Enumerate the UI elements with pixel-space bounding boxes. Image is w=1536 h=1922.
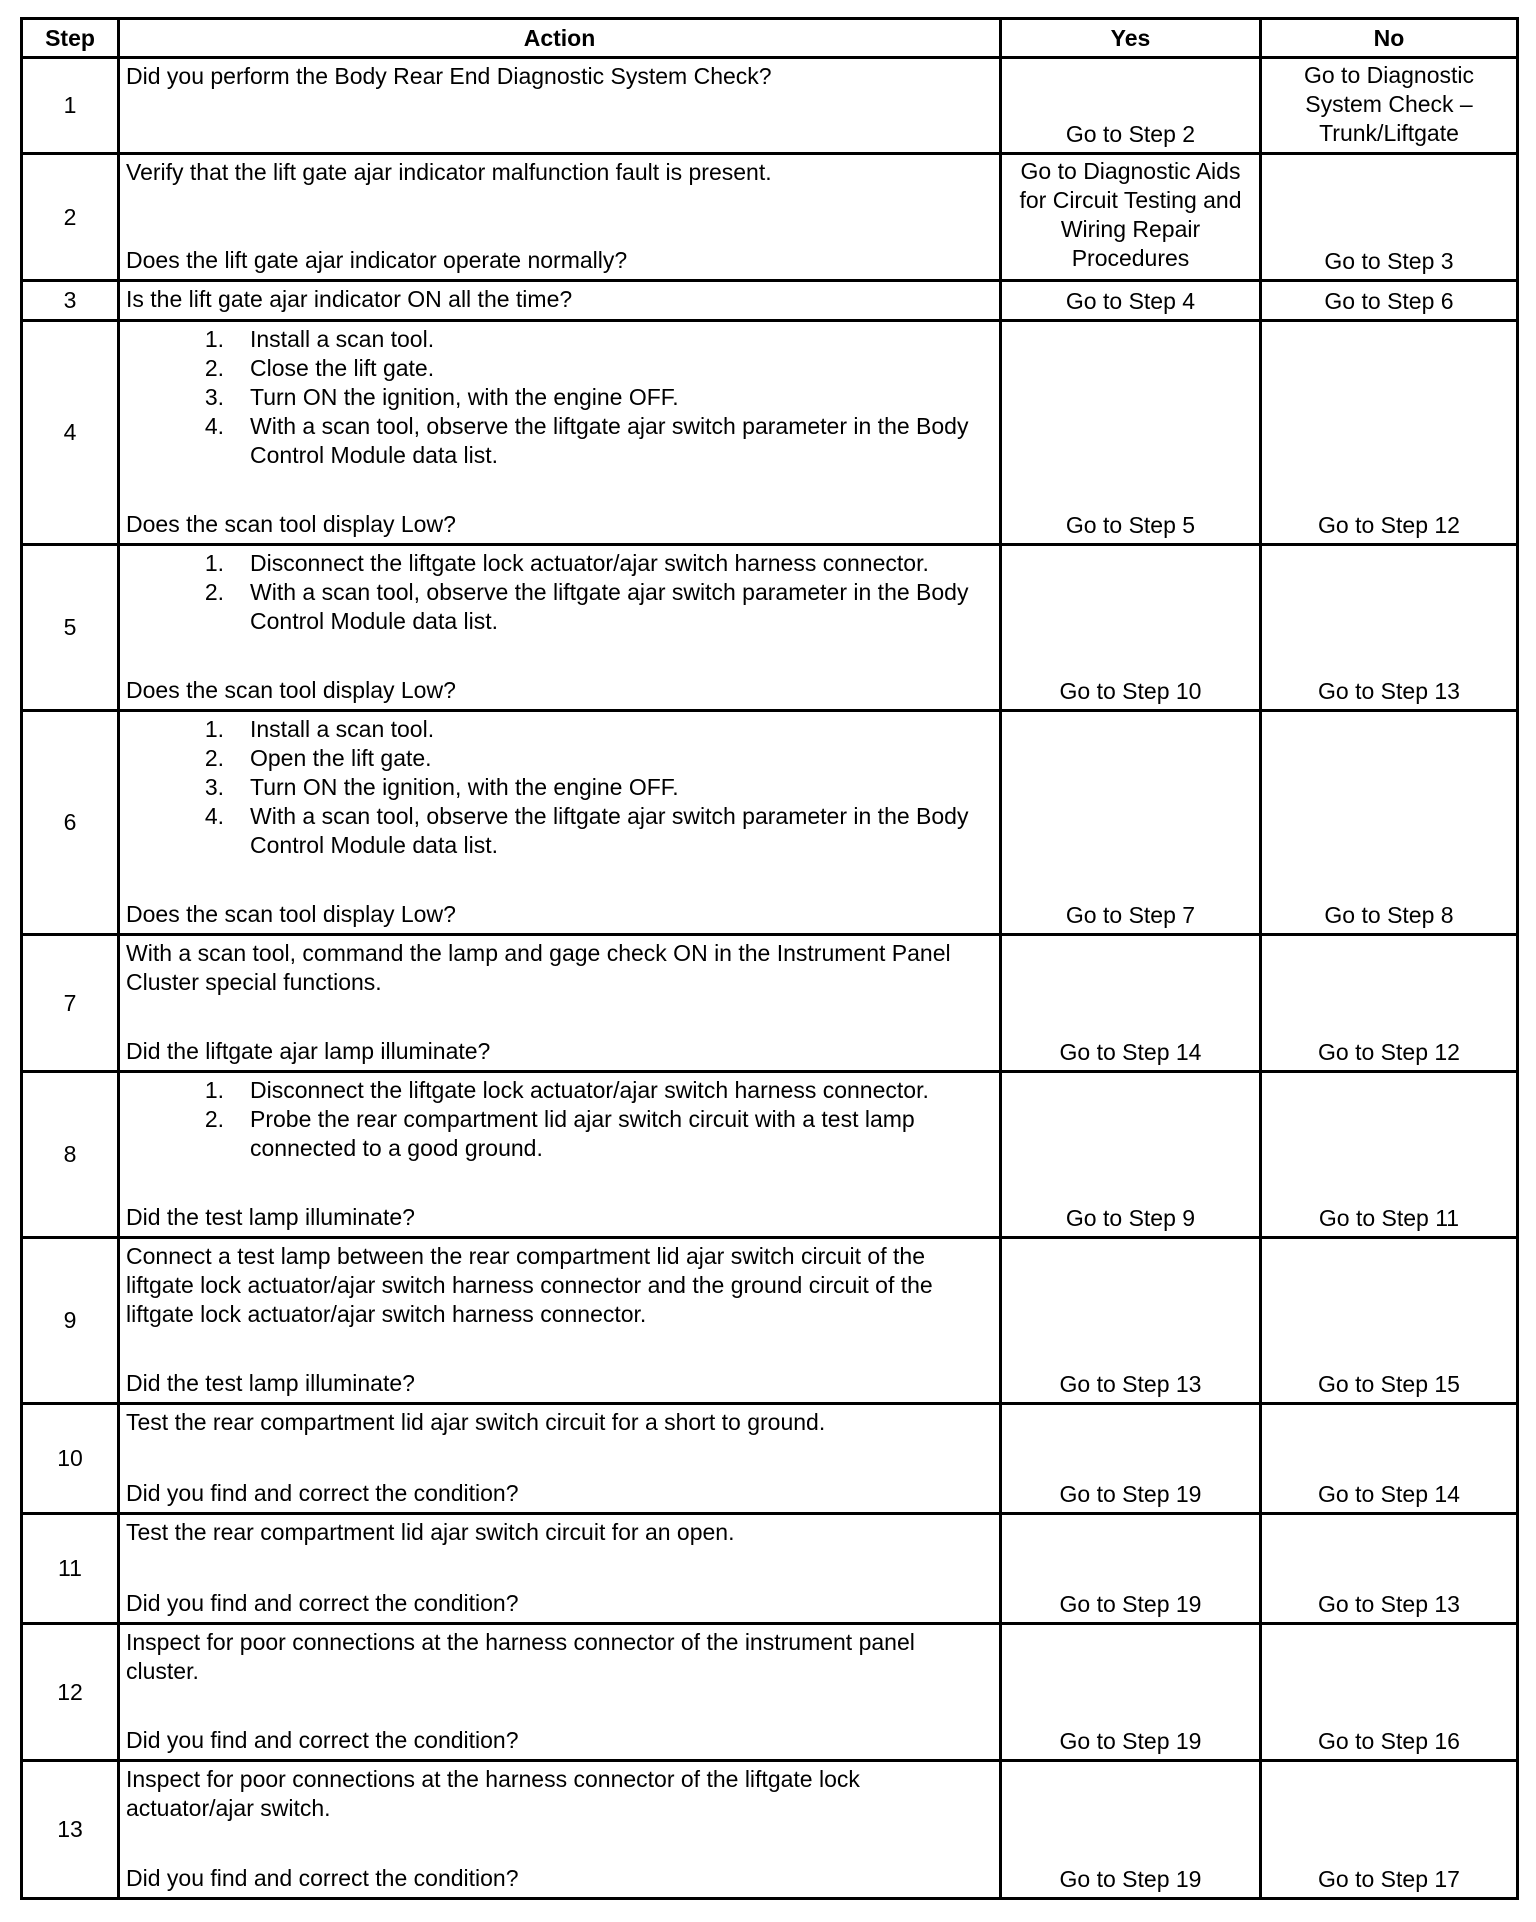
action-cell xyxy=(119,1514,1001,1624)
action-content xyxy=(126,1076,993,1232)
action-text: Connect a test lamp between the rear compartment lid ajar switch circuit of the liftgate lock actuator/ajar switch harness connector and the ground circuit of the liftgate lock actuator/ajar switch harness connector. xyxy=(126,1243,933,1327)
action-instructions xyxy=(126,1628,993,1686)
action-instructions xyxy=(126,549,993,636)
action-question: Does the scan tool display Low? xyxy=(126,901,456,927)
procedure-list xyxy=(126,325,993,470)
no-result: Go to Step 12 xyxy=(1261,935,1518,1072)
yes-result: Go to Step 19 xyxy=(1001,1624,1261,1761)
action-instructions xyxy=(126,1518,993,1547)
action-question: Does the scan tool display Low? xyxy=(126,677,456,703)
procedure-item xyxy=(126,773,993,802)
procedure-item-number: 1. xyxy=(204,716,224,742)
action-content xyxy=(126,939,993,1066)
procedure-item-number: 3. xyxy=(204,384,224,410)
action-instructions xyxy=(126,325,993,470)
action-instructions xyxy=(126,1076,993,1163)
yes-result: Go to Step 5 xyxy=(1001,321,1261,545)
procedure-item-text: Install a scan tool. xyxy=(250,716,435,742)
no-result: Go to Step 12 xyxy=(1261,321,1518,545)
action-instructions xyxy=(126,285,993,314)
action-cell xyxy=(119,1624,1001,1761)
procedure-item-number: 3. xyxy=(204,774,224,800)
procedure-item-number: 2. xyxy=(204,1106,224,1132)
procedure-item-number: 4. xyxy=(204,413,224,439)
yes-result: Go to Step 9 xyxy=(1001,1072,1261,1238)
procedure-item-text: Probe the rear compartment lid ajar switch circuit with a test lamp connected to a good ground. xyxy=(250,1106,915,1161)
action-cell xyxy=(119,154,1001,281)
step-number: 12 xyxy=(22,1624,119,1761)
action-question: Does the scan tool display Low? xyxy=(126,511,456,537)
action-instructions xyxy=(126,1765,993,1823)
yes-result: Go to Step 13 xyxy=(1001,1238,1261,1404)
procedure-item xyxy=(126,1076,993,1105)
step-number: 4 xyxy=(22,321,119,545)
step-number: 13 xyxy=(22,1761,119,1899)
action-content xyxy=(126,1408,993,1508)
procedure-item-text: Disconnect the liftgate lock actuator/ajar switch harness connector. xyxy=(250,1077,929,1103)
step-number: 10 xyxy=(22,1404,119,1514)
table-row xyxy=(22,58,1518,154)
procedure-list xyxy=(126,549,993,636)
table-row xyxy=(22,711,1518,935)
header-row xyxy=(22,19,1518,58)
procedure-item xyxy=(126,1105,993,1163)
procedure-item-text: Turn ON the ignition, with the engine OFF. xyxy=(250,774,679,800)
action-cell xyxy=(119,545,1001,711)
yes-result: Go to Step 10 xyxy=(1001,545,1261,711)
action-instructions xyxy=(126,158,993,187)
action-text: Inspect for poor connections at the harness connector of the instrument panel cluster. xyxy=(126,1629,915,1684)
step-number: 2 xyxy=(22,154,119,281)
no-result: Go to Step 17 xyxy=(1261,1761,1518,1899)
action-text: Verify that the lift gate ajar indicator malfunction fault is present. xyxy=(126,159,772,185)
step-number: 5 xyxy=(22,545,119,711)
action-content xyxy=(126,285,993,315)
table-row xyxy=(22,545,1518,711)
yes-result: Go to Step 19 xyxy=(1001,1761,1261,1899)
action-text: Did you perform the Body Rear End Diagnostic System Check? xyxy=(126,63,772,89)
procedure-item xyxy=(126,325,993,354)
no-result: Go to Step 8 xyxy=(1261,711,1518,935)
action-instructions xyxy=(126,1408,993,1437)
no-result: Go to Step 14 xyxy=(1261,1404,1518,1514)
procedure-item xyxy=(126,578,993,636)
procedure-item-number: 1. xyxy=(204,1077,224,1103)
procedure-item-text: Turn ON the ignition, with the engine OFF. xyxy=(250,384,679,410)
yes-result: Go to Step 14 xyxy=(1001,935,1261,1072)
action-text: With a scan tool, command the lamp and gage check ON in the Instrument Panel Cluster special functions. xyxy=(126,940,951,995)
procedure-item xyxy=(126,802,993,860)
procedure-item-text: Open the lift gate. xyxy=(250,745,432,771)
action-content xyxy=(126,325,993,539)
procedure-item xyxy=(126,383,993,412)
header-no: No xyxy=(1261,19,1518,58)
yes-result: Go to Step 7 xyxy=(1001,711,1261,935)
action-question: Did you find and correct the condition? xyxy=(126,1727,519,1753)
table-row xyxy=(22,1072,1518,1238)
step-number: 9 xyxy=(22,1238,119,1404)
action-question: Does the lift gate ajar indicator operate normally? xyxy=(126,247,628,273)
action-question: Did you find and correct the condition? xyxy=(126,1590,519,1616)
table-row xyxy=(22,1514,1518,1624)
action-text: Test the rear compartment lid ajar switch circuit for an open. xyxy=(126,1519,735,1545)
procedure-item-number: 1. xyxy=(204,550,224,576)
procedure-list xyxy=(126,1076,993,1163)
action-content xyxy=(126,1628,993,1755)
procedure-item-text: With a scan tool, observe the liftgate ajar switch parameter in the Body Control Module data list. xyxy=(250,413,969,468)
action-content xyxy=(126,62,993,148)
yes-result: Go to Step 4 xyxy=(1001,281,1261,321)
action-cell xyxy=(119,711,1001,935)
yes-result: Go to Step 19 xyxy=(1001,1404,1261,1514)
action-cell xyxy=(119,1238,1001,1404)
action-text: Inspect for poor connections at the harness connector of the liftgate lock actuator/ajar switch. xyxy=(126,1766,860,1821)
no-result: Go to Step 13 xyxy=(1261,545,1518,711)
procedure-item xyxy=(126,549,993,578)
no-result: Go to Step 3 xyxy=(1261,154,1518,281)
table-row xyxy=(22,1404,1518,1514)
action-question: Did you find and correct the condition? xyxy=(126,1480,519,1506)
procedure-item-text: With a scan tool, observe the liftgate ajar switch parameter in the Body Control Module data list. xyxy=(250,579,969,634)
step-number: 7 xyxy=(22,935,119,1072)
procedure-item-number: 2. xyxy=(204,355,224,381)
action-instructions xyxy=(126,62,993,91)
action-text: Is the lift gate ajar indicator ON all the time? xyxy=(126,286,573,312)
action-instructions xyxy=(126,939,993,997)
action-question: Did you find and correct the condition? xyxy=(126,1865,519,1891)
table-row xyxy=(22,321,1518,545)
diagnostic-table-document xyxy=(20,17,1516,1900)
no-result: Go to Step 13 xyxy=(1261,1514,1518,1624)
step-number: 11 xyxy=(22,1514,119,1624)
action-content xyxy=(126,1765,993,1893)
action-cell xyxy=(119,321,1001,545)
action-question: Did the liftgate ajar lamp illuminate? xyxy=(126,1038,491,1064)
procedure-item xyxy=(126,412,993,470)
header-yes: Yes xyxy=(1001,19,1261,58)
procedure-list xyxy=(126,715,993,860)
table-row xyxy=(22,1238,1518,1404)
action-question: Did the test lamp illuminate? xyxy=(126,1204,415,1230)
action-cell xyxy=(119,1404,1001,1514)
procedure-item-text: Close the lift gate. xyxy=(250,355,435,381)
no-result: Go to Step 16 xyxy=(1261,1624,1518,1761)
action-instructions xyxy=(126,715,993,860)
action-cell xyxy=(119,1072,1001,1238)
header-action: Action xyxy=(119,19,1001,58)
action-content xyxy=(126,1242,993,1398)
step-number: 3 xyxy=(22,281,119,321)
procedure-item-text: Install a scan tool. xyxy=(250,326,435,352)
no-result: Go to Step 6 xyxy=(1261,281,1518,321)
action-cell xyxy=(119,281,1001,321)
action-content xyxy=(126,715,993,929)
action-text: Test the rear compartment lid ajar switch circuit for a short to ground. xyxy=(126,1409,826,1435)
table-row xyxy=(22,935,1518,1072)
action-instructions xyxy=(126,1242,993,1329)
no-result: Go to Step 11 xyxy=(1261,1072,1518,1238)
procedure-item-number: 4. xyxy=(204,803,224,829)
action-cell xyxy=(119,1761,1001,1899)
procedure-item-number: 2. xyxy=(204,745,224,771)
action-content xyxy=(126,549,993,705)
table-row xyxy=(22,154,1518,281)
yes-result: Go to Step 2 xyxy=(1001,58,1261,154)
procedure-item xyxy=(126,744,993,773)
table-row xyxy=(22,281,1518,321)
step-number: 6 xyxy=(22,711,119,935)
step-number: 1 xyxy=(22,58,119,154)
procedure-item xyxy=(126,354,993,383)
header-step: Step xyxy=(22,19,119,58)
action-content xyxy=(126,1518,993,1618)
action-cell xyxy=(119,935,1001,1072)
diagnostic-table xyxy=(20,17,1519,1900)
procedure-item-number: 1. xyxy=(204,326,224,352)
procedure-item xyxy=(126,715,993,744)
yes-result: Go to Diagnostic Aids for Circuit Testing and Wiring Repair Procedures xyxy=(1001,154,1261,281)
table-row xyxy=(22,1624,1518,1761)
step-number: 8 xyxy=(22,1072,119,1238)
action-question: Did the test lamp illuminate? xyxy=(126,1370,415,1396)
procedure-item-text: With a scan tool, observe the liftgate ajar switch parameter in the Body Control Module data list. xyxy=(250,803,969,858)
table-row xyxy=(22,1761,1518,1899)
action-content xyxy=(126,158,993,275)
procedure-item-number: 2. xyxy=(204,579,224,605)
no-result: Go to Diagnostic System Check – Trunk/Liftgate xyxy=(1261,58,1518,154)
procedure-item-text: Disconnect the liftgate lock actuator/ajar switch harness connector. xyxy=(250,550,929,576)
action-cell xyxy=(119,58,1001,154)
yes-result: Go to Step 19 xyxy=(1001,1514,1261,1624)
no-result: Go to Step 15 xyxy=(1261,1238,1518,1404)
table-body xyxy=(22,58,1518,1899)
